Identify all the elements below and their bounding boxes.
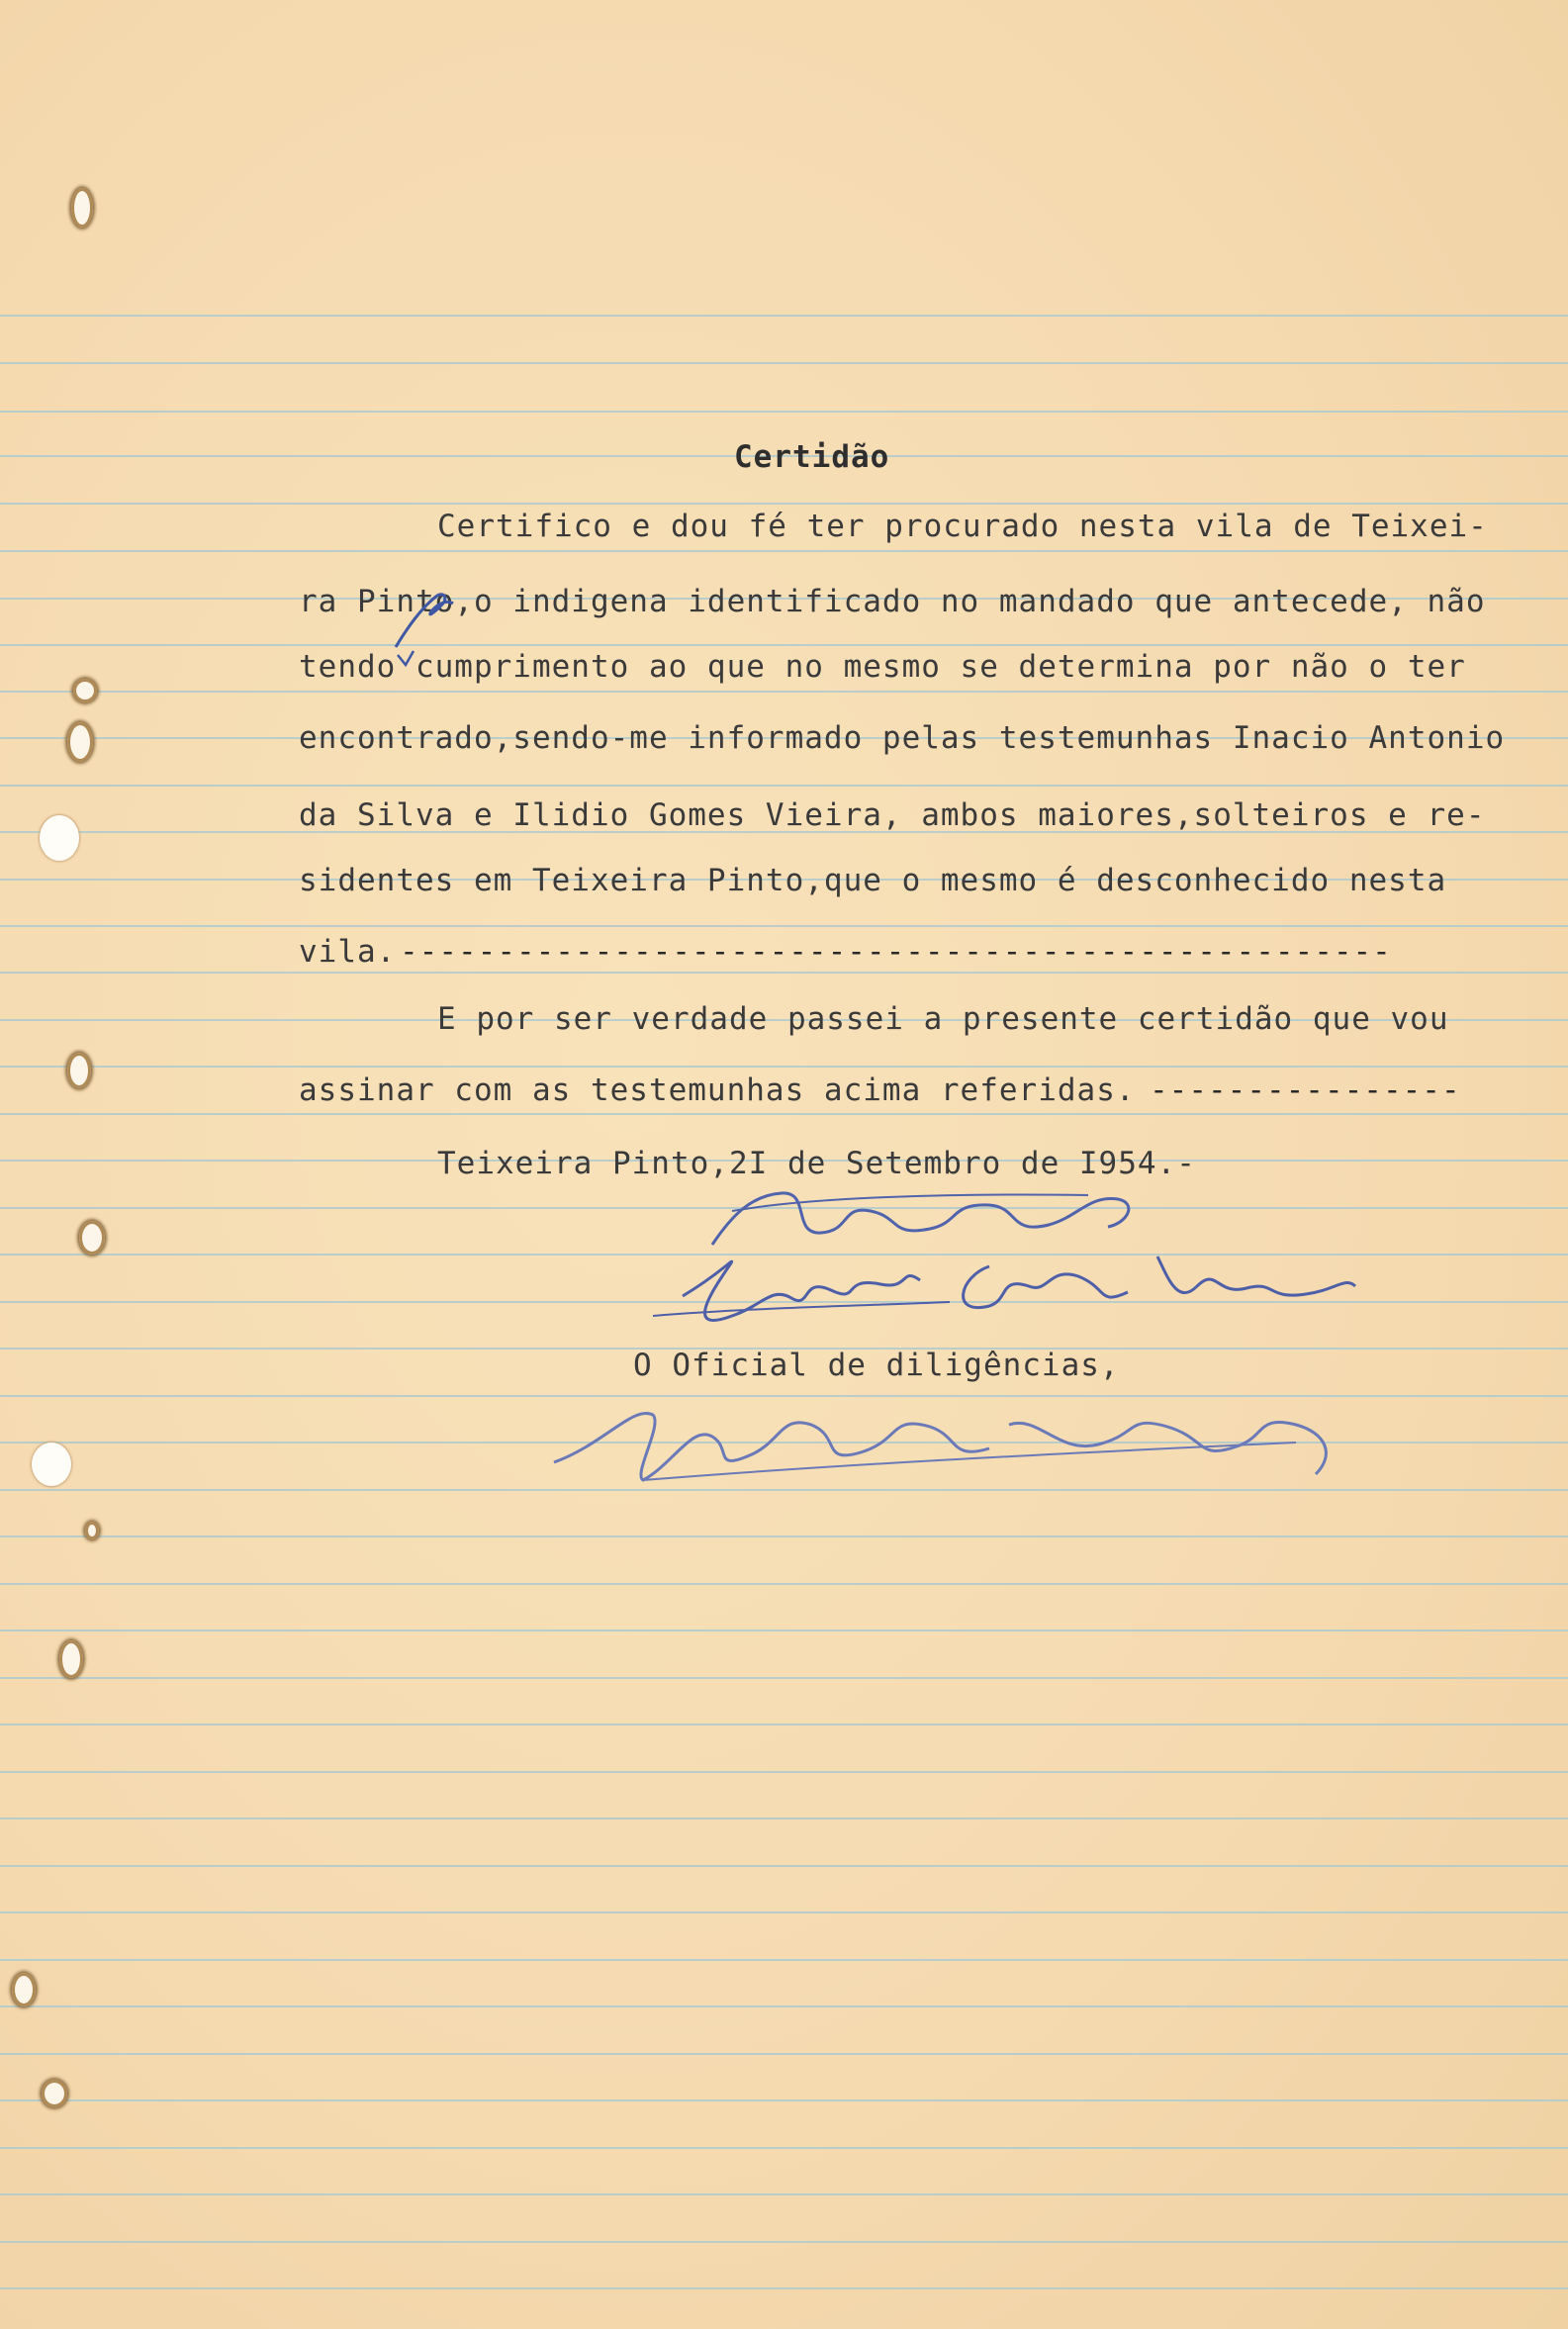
punch-hole — [85, 1522, 99, 1539]
ruled-line — [0, 972, 1568, 974]
ruled-line — [0, 785, 1568, 787]
punch-hole — [32, 1443, 71, 1486]
body-line-1: Certifico e dou fé ter procurado nesta vila de Teixei- — [437, 509, 1488, 544]
body-line-7: vila. — [299, 934, 397, 970]
ruled-line — [0, 1865, 1568, 1867]
ruled-line — [0, 691, 1568, 693]
punch-hole — [67, 722, 93, 762]
body-line-5: da Silva e Ilidio Gomes Vieira, ambos maiores,solteiros e re- — [299, 797, 1486, 833]
ruled-line — [0, 1113, 1568, 1115]
punch-hole — [71, 188, 93, 228]
punch-hole — [59, 1640, 83, 1678]
ruled-line — [0, 925, 1568, 927]
ruled-line — [0, 1536, 1568, 1537]
ruled-line — [0, 2099, 1568, 2101]
ruled-line — [0, 550, 1568, 552]
signature-witness-2 — [653, 1237, 1365, 1346]
body-line-3: tendo cumprimento ao que no mesmo se determina por não o ter — [299, 649, 1466, 685]
ruled-line — [0, 2241, 1568, 2243]
handwritten-insert — [388, 578, 467, 667]
body-line-9: assinar com as testemunhas acima referidas. — [299, 1072, 1136, 1108]
punch-hole — [42, 2080, 67, 2107]
ruled-line — [0, 315, 1568, 317]
ruled-line — [0, 1066, 1568, 1068]
date-line: Teixeira Pinto,2I de Setembro de I954.- — [437, 1146, 1196, 1181]
body-line-8: E por ser verdade passei a presente certidão que vou — [437, 1001, 1449, 1037]
signature-official — [544, 1385, 1355, 1504]
body-line-6: sidentes em Teixeira Pinto,que o mesmo é desconhecido nesta — [299, 863, 1447, 898]
body-line-2: ra Pinto,o indigena identificado no mandado que antecede, não — [299, 584, 1486, 619]
punch-hole — [12, 1973, 36, 2006]
ruled-line — [0, 1817, 1568, 1819]
ruled-line — [0, 1677, 1568, 1679]
ruled-line — [0, 2193, 1568, 2195]
ruled-line — [0, 1959, 1568, 1961]
official-label: O Oficial de diligências, — [633, 1348, 1120, 1383]
punch-hole — [40, 815, 79, 861]
punch-hole — [79, 1221, 105, 1255]
ruled-line — [0, 644, 1568, 646]
dash-fill-line: ---------------- — [1150, 1072, 1461, 1108]
ruled-line — [0, 411, 1568, 413]
ruled-line — [0, 2005, 1568, 2007]
punch-hole — [73, 679, 97, 702]
ruled-line — [0, 2147, 1568, 2149]
ruled-line — [0, 2053, 1568, 2055]
document-title: Certidão — [734, 439, 890, 475]
ruled-line — [0, 2287, 1568, 2289]
ruled-line — [0, 503, 1568, 505]
ruled-line — [0, 1583, 1568, 1585]
dash-fill-line: --------------------------------------------------- — [400, 934, 1392, 970]
body-line-4: encontrado,sendo-me informado pelas testemunhas Inacio Antonio — [299, 720, 1506, 756]
ruled-line — [0, 362, 1568, 364]
ruled-line — [0, 1771, 1568, 1773]
ruled-line — [0, 1630, 1568, 1631]
punch-hole — [67, 1053, 91, 1088]
ruled-line — [0, 1911, 1568, 1913]
ruled-line — [0, 1723, 1568, 1725]
